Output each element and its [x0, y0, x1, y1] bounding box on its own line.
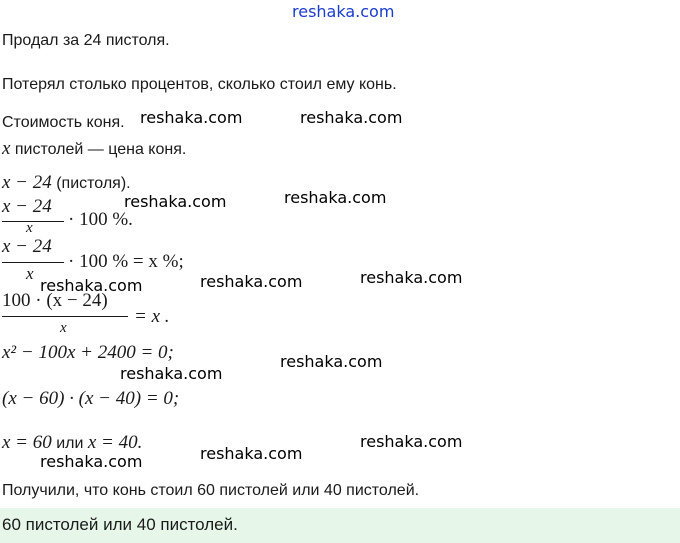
- fraction-3-rest: = x .: [134, 306, 170, 327]
- var-x: x: [2, 138, 11, 159]
- watermark: reshaka.com: [300, 108, 403, 127]
- watermark: reshaka.com: [280, 352, 383, 371]
- fraction-1-bar: [2, 221, 64, 222]
- line-sold: Продал за 24 пистоля.: [2, 32, 170, 49]
- watermark: reshaka.com: [40, 452, 143, 471]
- line-x-price-text: пистолей — цена коня.: [10, 141, 187, 158]
- expr-x-minus-24: x − 24: [2, 172, 52, 193]
- watermark: reshaka.com: [140, 108, 243, 127]
- fraction-1-rest: · 100 %.: [68, 209, 133, 230]
- line-x-price: [2, 138, 186, 160]
- fraction-3-numerator: 100 · (x − 24): [2, 290, 108, 311]
- watermark: reshaka.com: [284, 188, 387, 207]
- equation-quadratic: x² − 100x + 2400 = 0;: [2, 342, 174, 363]
- watermark: reshaka.com: [40, 276, 143, 295]
- answer-box: [0, 508, 680, 543]
- root-60: x = 60: [2, 432, 52, 453]
- fraction-2-denominator: x: [26, 264, 34, 283]
- line-conclusion: Получили, что конь стоил 60 пистолей или 40 пистолей.: [2, 482, 420, 499]
- answer-text: 60 пистолей или 40 пистолей.: [2, 515, 238, 534]
- line-horse-cost: Стоимость коня.: [2, 114, 125, 131]
- line-x-minus-24-text: (пистоля).: [51, 175, 131, 192]
- fraction-3-denominator: x: [60, 320, 67, 336]
- watermark: reshaka.com: [360, 432, 463, 451]
- equation-roots: [2, 432, 142, 454]
- watermark: reshaka.com: [360, 268, 463, 287]
- fraction-2-bar: [2, 262, 64, 263]
- line-lost-percent: Потерял столько процентов, сколько стоил ему конь.: [2, 76, 397, 93]
- line-x-minus-24: [2, 172, 131, 194]
- watermark: reshaka.com: [200, 272, 303, 291]
- fraction-1-denominator: x: [26, 220, 33, 236]
- watermark: reshaka.com: [200, 444, 303, 463]
- watermark: reshaka.com: [120, 364, 223, 383]
- root-or: или: [51, 435, 88, 452]
- equation-factored: (x − 60) · (x − 40) = 0;: [2, 388, 180, 409]
- fraction-2-rest: · 100 % = x %;: [68, 251, 184, 272]
- watermark-top: reshaka.com: [292, 2, 395, 21]
- fraction-2-numerator: x − 24: [2, 236, 52, 257]
- fraction-3-bar: [2, 316, 128, 317]
- fraction-1-numerator: x − 24: [2, 196, 52, 217]
- watermark: reshaka.com: [124, 192, 227, 211]
- root-40: x = 40.: [87, 432, 143, 453]
